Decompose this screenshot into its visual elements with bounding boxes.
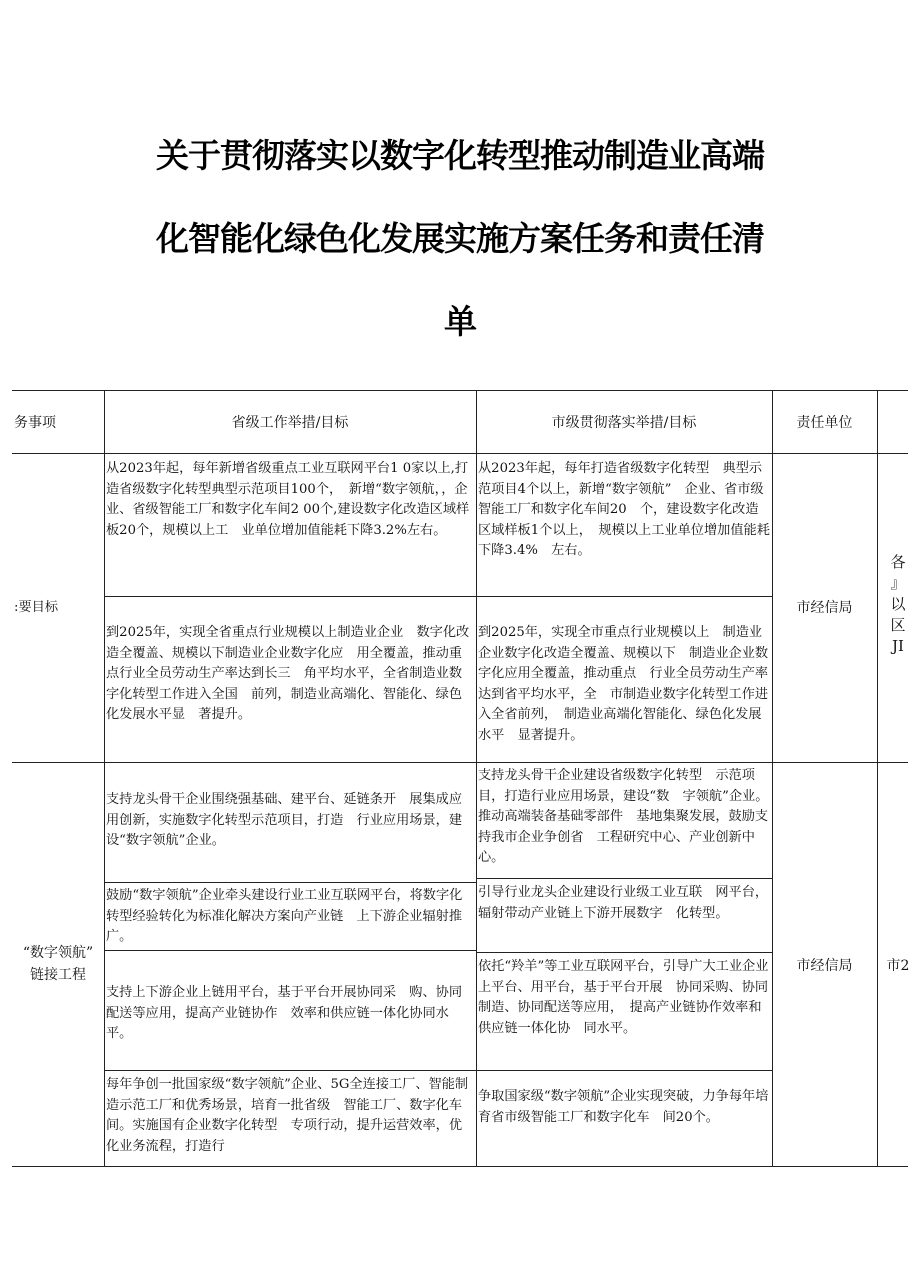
task-label-line: 链接工程 <box>30 967 86 983</box>
section-task-label: :要目标 <box>14 600 59 615</box>
header-unit: 责任单位 <box>796 415 853 431</box>
table-cell-city: 争取国家级“数字领航”企业实现突破，力争每年培育省市级智能工厂和数字化车 间20个。 <box>478 1089 769 1125</box>
table-cell-provincial: 到2025年，实现全省重点行业规模以上制造业企业 数字化改造全覆盖、规模以下制造业企业数字化应 用全覆盖，推动重点行业全员劳动生产率达到长三 角平均水平，全省制造业数字化转型工作进入全国 前列，制造业高端化、智能化、绿色化发展水平显 著提升。 <box>106 625 470 722</box>
section-divider <box>12 762 908 763</box>
cut-off-char: 以 <box>890 595 906 613</box>
table-cell-city: 支持龙头骨干企业建设省级数字化转型 示范项目，打造行业应用场景，建设“数 字领航”企业。推动高端装备基础零部件 基地集聚发展，鼓励支持我市企业争创省 工程研究中心、产业创新中心。 <box>478 768 769 865</box>
table-border-top <box>12 390 908 391</box>
row-divider <box>104 596 772 597</box>
table-cell-provincial: 支持龙头骨干企业围绕强基础、建平台、延链条开 展集成应用创新，实施数字化转型示范项目，打造 行业应用场景，建设“数字领航”企业。 <box>106 792 463 848</box>
cut-off-char: 各 <box>890 553 906 571</box>
header-city: 市级贯彻落实举措/目标 <box>551 415 697 431</box>
table-cell-provincial: 每年争创一批国家级“数字领航”企业、5G全连接工厂、智能制造示范工厂和优秀场景，培育一批省级 智能工厂、数字化车间。实施国有企业数字化转型 专项行动，提升运营效率，优化业务流程，打造行 <box>106 1077 469 1154</box>
cut-off-char: 区 <box>890 616 906 634</box>
column-divider <box>104 390 105 1167</box>
table-header-bottom <box>12 453 908 454</box>
document-title-line-1: 关于贯彻落实以数字化转型推动制造业高端 <box>156 136 764 175</box>
task-label-line: “数字领航” <box>22 945 94 961</box>
responsible-unit: 市经信局 <box>796 600 853 616</box>
responsible-unit: 市经信局 <box>796 958 853 974</box>
row-divider <box>104 1070 772 1071</box>
table-cell-city: 依托“羚羊”等工业互联网平台，引导广大工业企业上平台、用平台，基于平台开展 协同采购、协同制造、协同配送等应用， 提高产业链协作效率和供应链一体化协 同水平。 <box>478 959 769 1036</box>
cut-off-column-text <box>878 552 918 657</box>
column-divider <box>877 390 878 1167</box>
row-divider <box>104 882 476 883</box>
cut-off-column-text: 市2 <box>886 958 910 974</box>
section-task-label <box>12 942 104 986</box>
table-cell-provincial: 鼓励“数字领航”企业牵头建设行业工业互联网平台，将数字化转型经验转化为标准化解决方案向产业链 上下游企业辐射推广。 <box>106 888 463 944</box>
row-divider <box>104 950 476 951</box>
table-cell-city: 到2025年，实现全市重点行业规模以上 制造业企业数字化改造全覆盖、规模以下 制造业企业数字化应用全覆盖，推动重点 行业全员劳动生产率达到省平均水平，全 市制造业数字化转型工作进入全省前列， 制造业高端化智能化、绿色化发展水平 显著提升。 <box>478 625 769 743</box>
document-title-line-2: 化智能化绿色化发展实施方案任务和责任清 <box>156 219 764 258</box>
table-cell-provincial: 从2023年起，每年新增省级重点工业互联网平台1 0家以上,打造省级数字化转型典型示范项目100个， 新增“数字领航，，企业、省级智能工厂和数字化车间2 00个,建设数字化改造区域样板20个，规模以上工 业单位增加值能耗下降3.2%左右。 <box>106 461 470 538</box>
cut-off-char: JI <box>892 637 904 655</box>
header-provincial: 省级工作举措/目标 <box>231 415 349 431</box>
table-cell-city: 引导行业龙头企业建设行业级工业互联 网平台，辐射带动产业链上下游开展数字 化转型。 <box>478 885 769 921</box>
header-task: 务事项 <box>14 415 56 431</box>
row-divider <box>476 878 772 879</box>
table-cell-provincial: 支持上下游企业上链用平台，基于平台开展协同采 购、协同配送等应用，提高产业链协作 效率和供应链一体化协同水平。 <box>106 985 463 1041</box>
table-cell-city: 从2023年起，每年打造省级数字化转型 典型示范项目4个以上，新增“数字领航” 企业、省市级智能工厂和数字化车间20 个，建设数字化改造区域样板1个以上， 规模以上工业单位增加值能耗下降3.4% 左右。 <box>478 461 770 558</box>
column-divider <box>476 390 477 1167</box>
table-border-bottom <box>12 1166 908 1167</box>
document-title-line-3: 单 <box>444 302 476 341</box>
column-divider <box>772 390 773 1167</box>
cut-off-char: 』 <box>890 574 906 592</box>
row-divider <box>476 952 772 953</box>
